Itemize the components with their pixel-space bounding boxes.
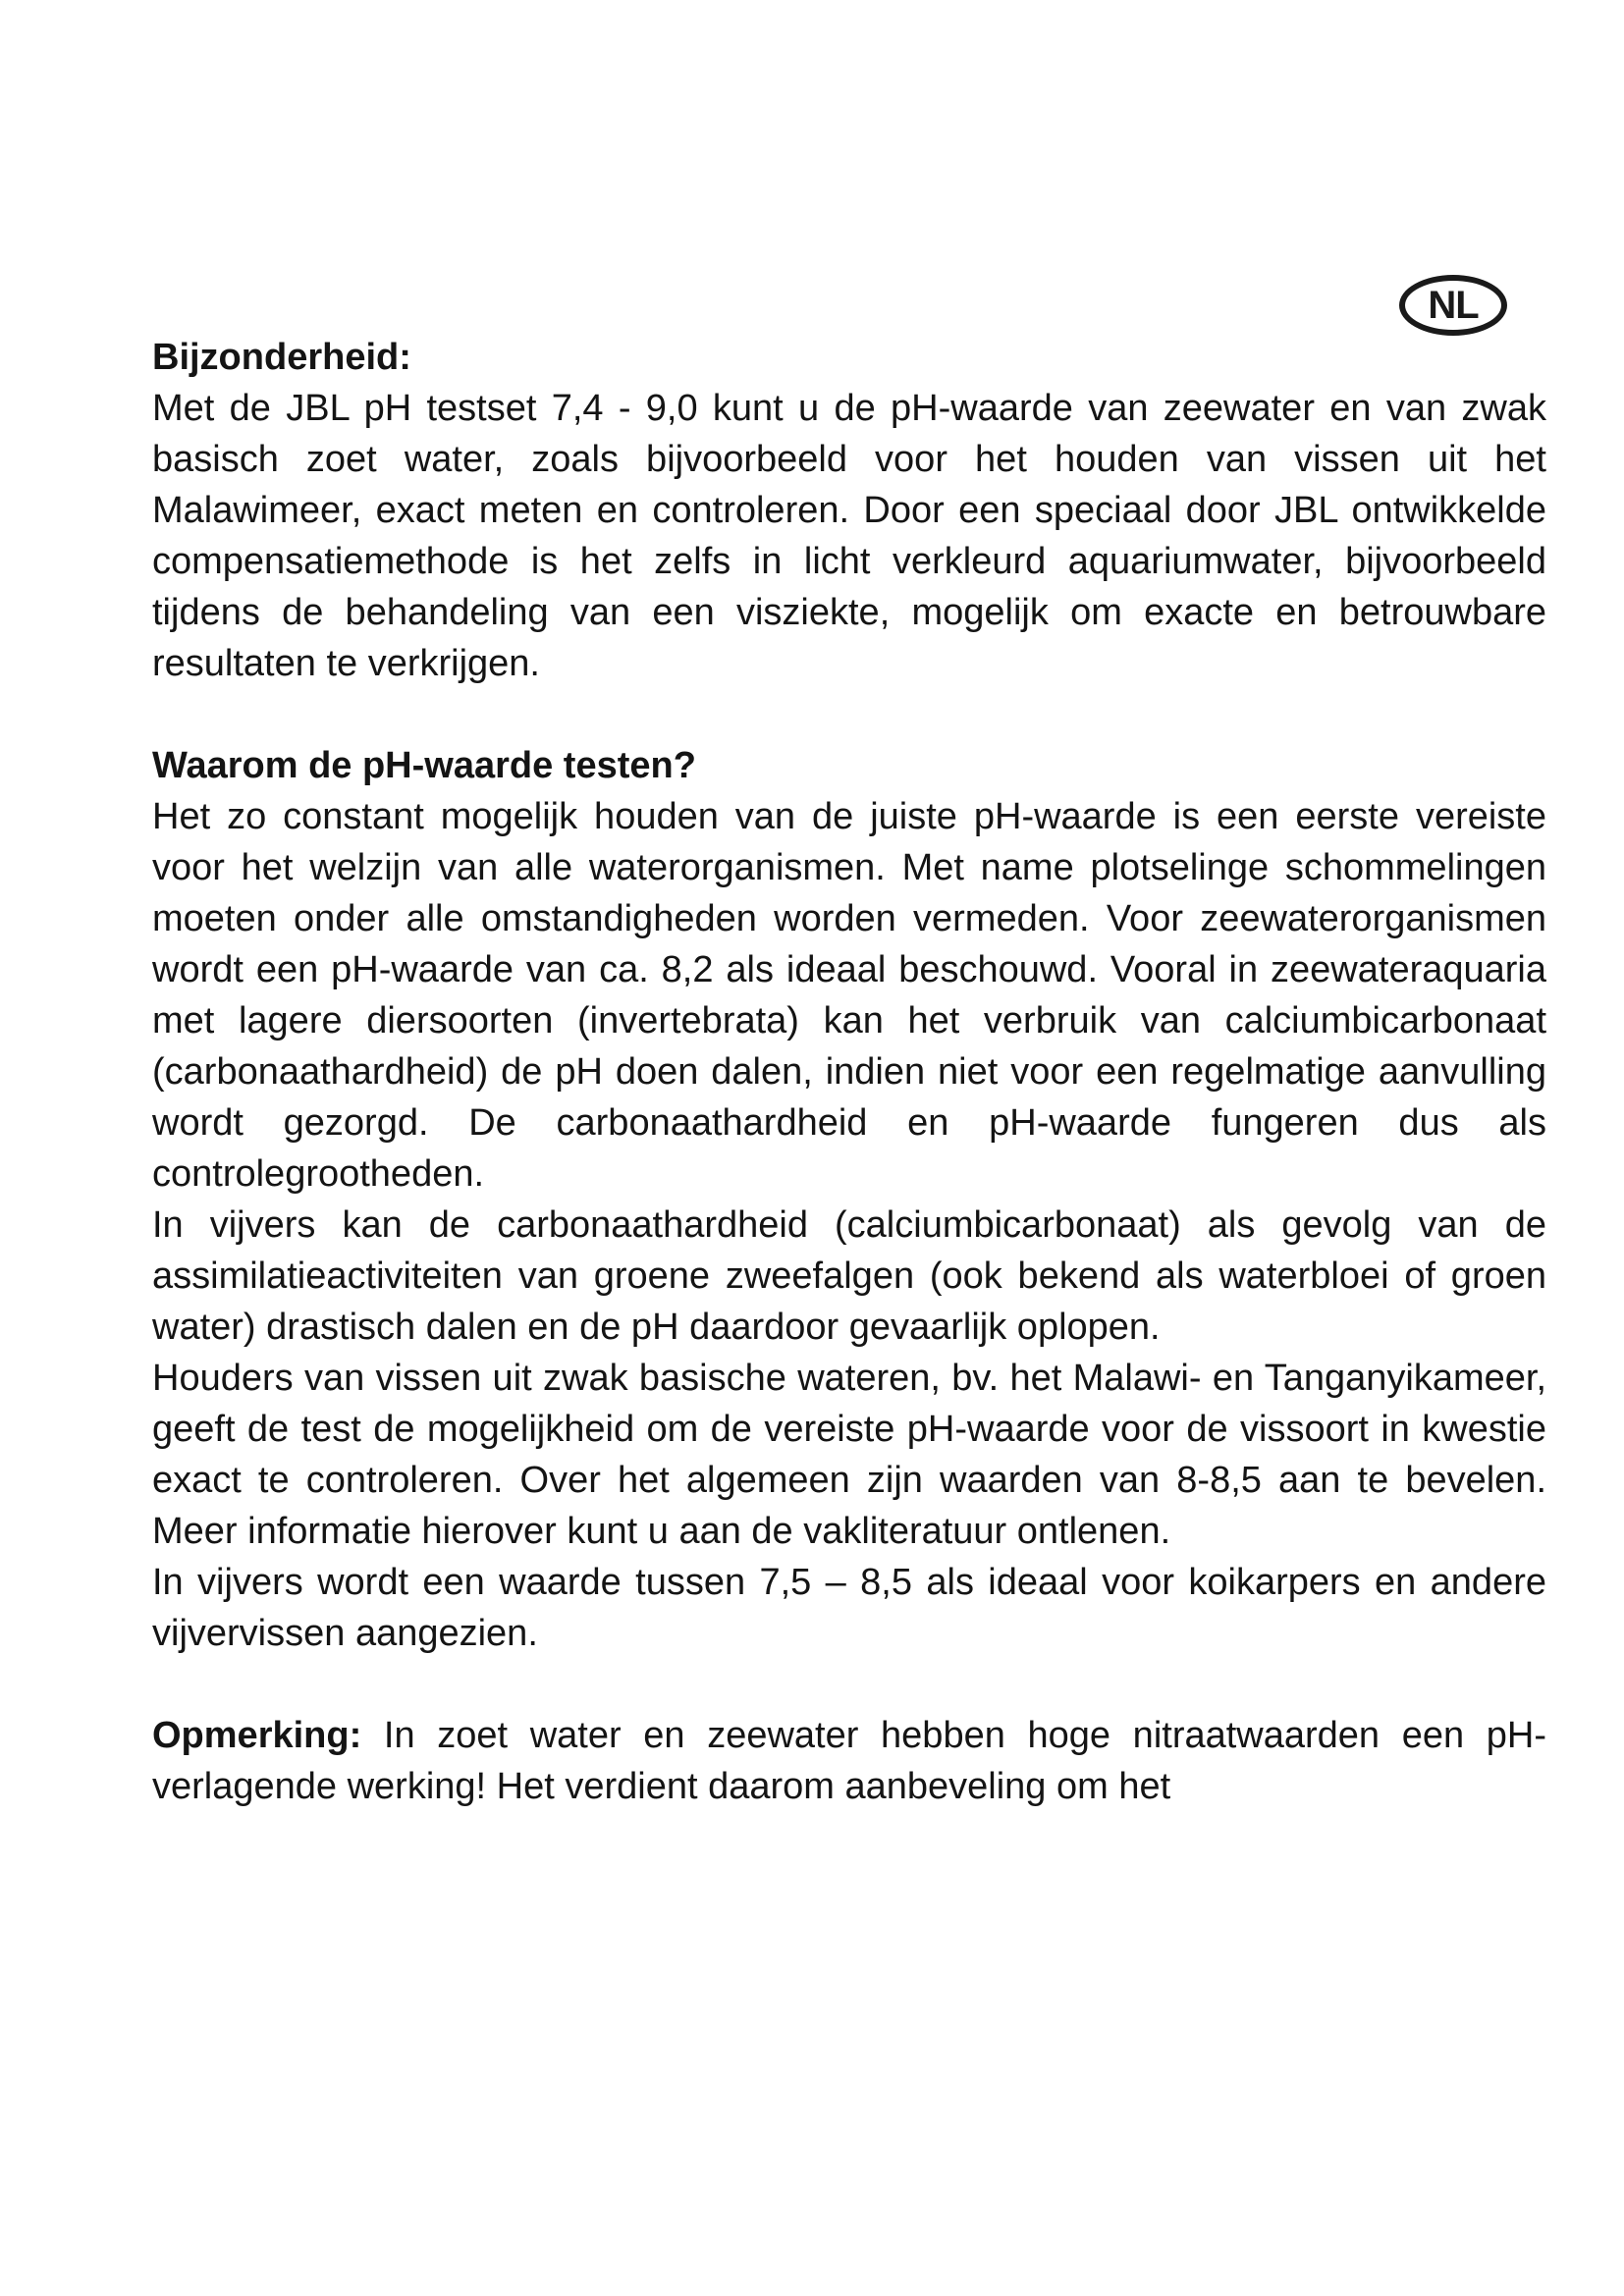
paragraph-spacer [152, 1659, 1546, 1710]
paragraph-spacer [152, 689, 1546, 740]
paragraph-waarom-3: Houders van vissen uit zwak basische wateren, bv. het Malawi- en Tanganyikameer, geeft de test de mogelijkheid om de vereiste pH-waarde voor de vissoort in kwestie exact te controleren. Over het algemeen zijn waarden van 8-8,5 aan te bevelen. Meer informatie hierover kunt u aan de vakliteratuur ontlenen. [152, 1358, 1546, 1552]
document-body [152, 332, 1546, 1812]
paragraph-waarom-4: In vijvers wordt een waarde tussen 7,5 – 8,5 als ideaal voor koikarpers en andere vijvervissen aangezien. [152, 1562, 1546, 1654]
heading-waarom-ph-testen: Waarom de pH-waarde testen? [152, 745, 696, 786]
paragraph-opmerking [152, 1710, 1546, 1812]
paragraph-bijzonderheid: Met de JBL pH testset 7,4 - 9,0 kunt u de pH-waarde van zeewater en van zwak basisch zoet water, zoals bijvoorbeeld voor het houden van vissen uit het Malawimeer, exact meten en controleren. Door een speciaal door JBL ontwikkelde compensatiemethode is het zelfs in licht verkleurd aquariumwater, bijvoorbeeld tijdens de behandeling van een visziekte, mogelijk om exacte en betrouwbare resultaten te verkrijgen. [152, 388, 1546, 684]
language-badge-nl [1399, 275, 1507, 336]
heading-bijzonderheid: Bijzonderheid: [152, 337, 411, 378]
opmerking-label: Opmerking: [152, 1715, 362, 1756]
opmerking-text: In zoet water en zeewater hebben hoge nitraatwaarden een pH-verlagende werking! Het verdient daarom aanbeveling om het [152, 1715, 1546, 1807]
language-badge-label: NL [1428, 283, 1479, 327]
paragraph-waarom-2: In vijvers kan de carbonaathardheid (calciumbicarbonaat) als gevolg van de assimilatieactiviteiten van groene zweefalgen (ook bekend als waterbloei of groen water) drastisch dalen en de pH daardoor gevaarlijk oplopen. [152, 1204, 1546, 1348]
paragraph-waarom-1: Het zo constant mogelijk houden van de juiste pH-waarde is een eerste vereiste voor het welzijn van alle waterorganismen. Met name plotselinge schommelingen moeten onder alle omstandigheden worden vermeden. Voor zeewaterorganismen wordt een pH-waarde van ca. 8,2 als ideaal beschouwd. Vooral in zeewateraquaria met lagere diersoorten (invertebrata) kan het verbruik van calciumbicarbonaat (carbonaathardheid) de pH doen dalen, indien niet voor een regelmatige aanvulling wordt gezorgd. De carbonaathardheid en pH-waarde fungeren dus als controlegrootheden. [152, 796, 1546, 1195]
